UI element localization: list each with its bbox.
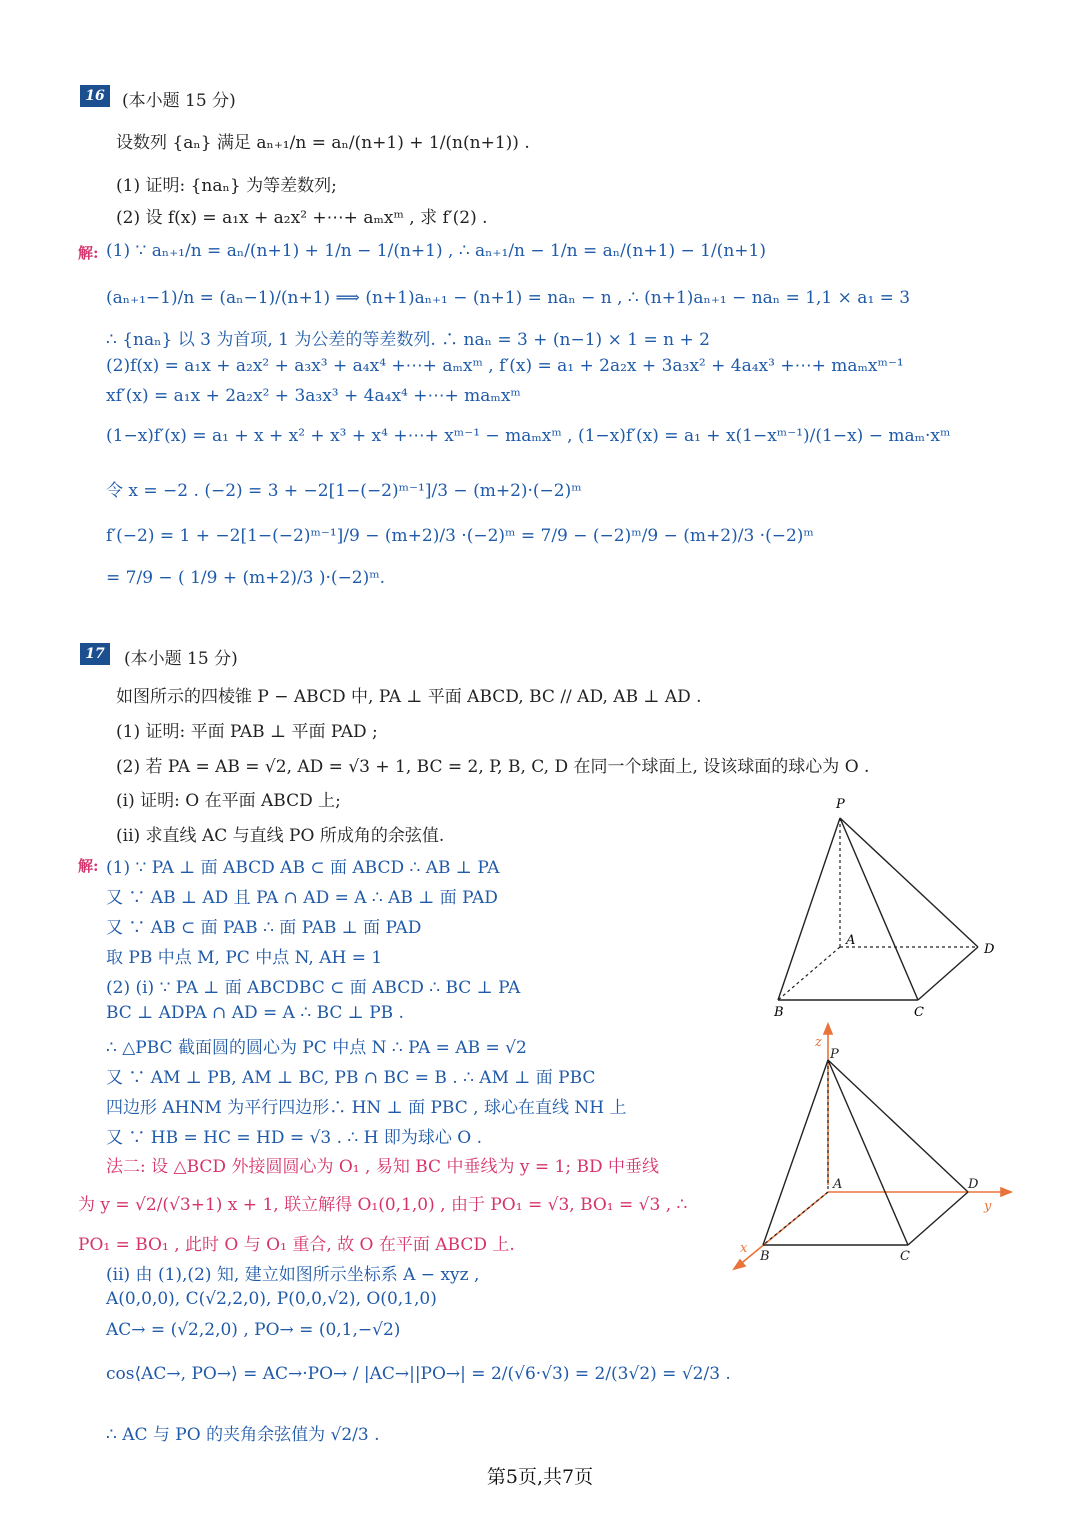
- p17-solution-line: 取 PB 中点 M, PC 中点 N, AH = 1: [106, 948, 383, 968]
- problem-16-solution-label: 解:: [78, 244, 99, 262]
- label-P: P: [830, 1047, 839, 1062]
- label-C: C: [914, 1005, 924, 1020]
- label-P: P: [836, 797, 845, 812]
- problem-16-part1: (1) 证明: {naₙ} 为等差数列;: [116, 176, 337, 196]
- problem-16-part2: (2) 设 f(x) = a₁x + a₂x² +⋯+ aₘxᵐ , 求 f′(2) .: [116, 208, 488, 228]
- label-C: C: [900, 1249, 910, 1264]
- p17-method2-line: 为 y = √2/(√3+1) x + 1, 联立解得 O₁(0,1,0) , 由于 PO₁ = √3, BO₁ = √3 , ∴: [78, 1195, 688, 1215]
- edge-PC: [840, 818, 918, 1000]
- x-axis: [738, 1192, 828, 1266]
- label-z: z: [815, 1035, 822, 1050]
- p16-solution-line: (aₙ₊₁−1)/n = (aₙ−1)/(n+1) ⟹ (n+1)aₙ₊₁ − (n+1) = naₙ − n , ∴ (n+1)aₙ₊₁ − naₙ = 1,1 × a₁ = 3: [106, 288, 911, 308]
- p16-solution-line: (1) ∵ aₙ₊₁/n = aₙ/(n+1) + 1/n − 1/(n+1) , ∴ aₙ₊₁/n − 1/n = aₙ/(n+1) − 1/(n+1): [106, 241, 766, 261]
- p17-solution2-line: (ii) 由 (1),(2) 知, 建立如图所示坐标系 A − xyz ,: [106, 1265, 480, 1285]
- problem-17-badge: 17: [80, 643, 110, 665]
- p17-solution-line: 又 ∵ HB = HC = HD = √3 . ∴ H 即为球心 O .: [106, 1128, 483, 1148]
- label-B: B: [774, 1005, 784, 1020]
- label-A: A: [833, 1177, 843, 1192]
- z-axis-arrow: [824, 1024, 832, 1034]
- page-footer: 第5页,共7页: [486, 1466, 594, 1488]
- label-B: B: [760, 1249, 770, 1264]
- edge-CD: [918, 947, 978, 1000]
- p17-solution-line: 又 ∵ AM ⊥ PB, AM ⊥ BC, PB ∩ BC = B . ∴ AM ⊥ 面 PBC: [106, 1068, 596, 1088]
- problem-17-part2ii: (ii) 求直线 AC 与直线 PO 所成角的余弦值.: [116, 826, 445, 846]
- label-A: A: [846, 933, 856, 948]
- p16-solution-line: = 7/9 − ( 1/9 + (m+2)/3 )·(−2)ᵐ.: [106, 568, 386, 588]
- p17-solution-line: 四边形 AHNM 为平行四边形∴ HN ⊥ 面 PBC , 球心在直线 NH 上: [106, 1098, 627, 1118]
- p17-solution-line: (2) (i) ∵ PA ⊥ 面 ABCDBC ⊂ 面 ABCD ∴ BC ⊥ PA: [106, 978, 521, 998]
- problem-17-header: (本小题 15 分): [124, 649, 238, 669]
- label-x: x: [740, 1241, 748, 1256]
- p17-method2-line: PO₁ = BO₁ , 此时 O 与 O₁ 重合, 故 O 在平面 ABCD 上.: [78, 1235, 515, 1255]
- p17-solution2-line: A(0,0,0), C(√2,2,0), P(0,0,√2), O(0,1,0): [106, 1289, 437, 1309]
- edge-PC: [828, 1060, 908, 1245]
- edge-PD: [828, 1060, 968, 1192]
- problem-16-statement: 设数列 {aₙ} 满足 aₙ₊₁/n = aₙ/(n+1) + 1/(n(n+1)) .: [116, 133, 530, 153]
- problem-16-header: (本小题 15 分): [122, 91, 236, 111]
- p17-solution-line: 又 ∵ AB ⊥ AD 且 PA ∩ AD = A ∴ AB ⊥ 面 PAD: [106, 888, 498, 908]
- p16-solution-line: ∴ {naₙ} 以 3 为首项, 1 为公差的等差数列. ∴ naₙ = 3 + (n−1) × 1 = n + 2: [106, 330, 710, 350]
- problem-17-part2: (2) 若 PA = AB = √2, AD = √3 + 1, BC = 2, P, B, C, D 在同一个球面上, 设该球面的球心为 O .: [116, 757, 870, 777]
- problem-17-solution-label: 解:: [78, 857, 99, 875]
- p17-solution-line: ∴ △PBC 截面圆的圆心为 PC 中点 N ∴ PA = AB = √2: [106, 1038, 527, 1058]
- p17-solution-line: BC ⊥ ADPA ∩ AD = A ∴ BC ⊥ PB .: [106, 1003, 404, 1023]
- edge-PD: [840, 818, 978, 947]
- p16-solution-line: xf′(x) = a₁x + 2a₂x² + 3a₃x³ + 4a₄x⁴ +⋯+ maₘxᵐ: [106, 386, 521, 406]
- pyramid-figure-2: [730, 1020, 1015, 1275]
- p17-solution-line: (1) ∵ PA ⊥ 面 ABCD AB ⊂ 面 ABCD ∴ AB ⊥ PA: [106, 858, 500, 878]
- p16-solution-line: f′(−2) = 1 + −2[1−(−2)ᵐ⁻¹]/9 − (m+2)/3 ·(−2)ᵐ = 7/9 − (−2)ᵐ/9 − (m+2)/3 ·(−2)ᵐ: [106, 526, 814, 546]
- p17-solution2-line: AC→ = (√2,2,0) , PO→ = (0,1,−√2): [106, 1320, 401, 1340]
- p16-solution-line: (2)f(x) = a₁x + a₂x² + a₃x³ + a₄x⁴ +⋯+ aₘxᵐ , f′(x) = a₁ + 2a₂x + 3a₃x² + 4a₄x³ +⋯+ maₘxᵐ⁻¹: [106, 356, 904, 376]
- edge-CD: [908, 1192, 968, 1245]
- pyramid-figure-1: [760, 790, 1010, 1025]
- p16-solution-line: 令 x = −2 . (−2) = 3 + −2[1−(−2)ᵐ⁻¹]/3 − (m+2)·(−2)ᵐ: [106, 481, 582, 501]
- y-axis-arrow: [1001, 1188, 1011, 1196]
- p17-solution-line: 又 ∵ AB ⊂ 面 PAB ∴ 面 PAB ⊥ 面 PAD: [106, 918, 422, 938]
- p17-solution2-line: cos⟨AC→, PO→⟩ = AC→·PO→ / |AC→||PO→| = 2/(√6·√3) = 2/(3√2) = √2/3 .: [106, 1364, 731, 1384]
- edge-PB: [763, 1060, 828, 1245]
- problem-16-badge: 16: [80, 85, 110, 107]
- problem-17-part2i: (i) 证明: O 在平面 ABCD 上;: [116, 791, 341, 811]
- p17-solution2-line: ∴ AC 与 PO 的夹角余弦值为 √2/3 .: [106, 1425, 380, 1445]
- problem-17-statement: 如图所示的四棱锥 P − ABCD 中, PA ⊥ 平面 ABCD, BC // AD, AB ⊥ AD .: [116, 687, 702, 707]
- problem-17-part1: (1) 证明: 平面 PAB ⊥ 平面 PAD ;: [116, 722, 378, 742]
- label-D: D: [968, 1177, 979, 1192]
- edge-PB: [778, 818, 840, 1000]
- p16-solution-line: (1−x)f′(x) = a₁ + x + x² + x³ + x⁴ +⋯+ xᵐ⁻¹ − maₘxᵐ , (1−x)f′(x) = a₁ + x(1−xᵐ⁻¹)/(1−x) − maₘ·xᵐ: [106, 426, 951, 446]
- label-y: y: [984, 1199, 992, 1214]
- label-D: D: [984, 942, 995, 957]
- p17-method2-line: 法二: 设 △BCD 外接圆圆心为 O₁ , 易知 BC 中垂线为 y = 1; BD 中垂线: [106, 1157, 659, 1177]
